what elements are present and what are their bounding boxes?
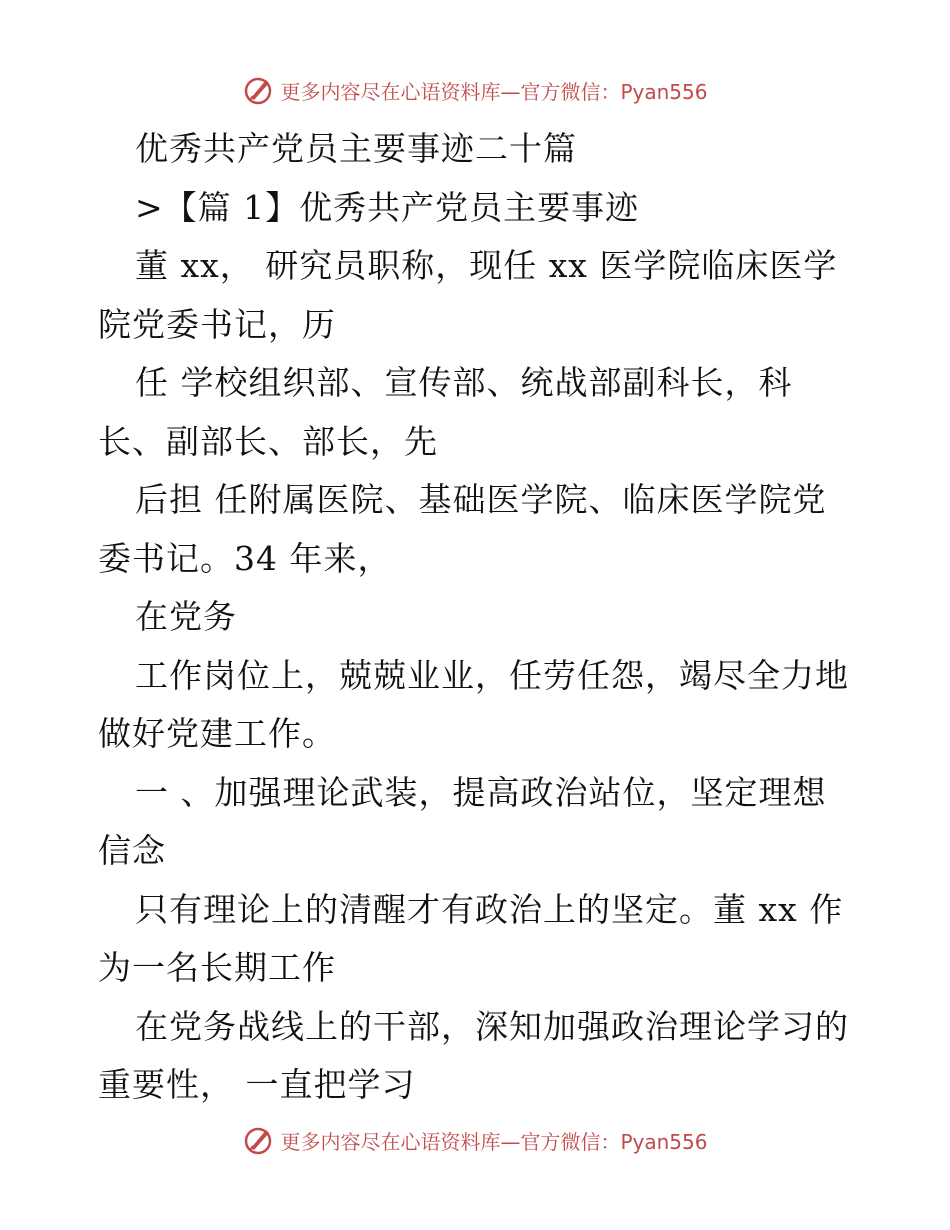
document-line: 只有理论上的清醒才有政治上的坚定。董 xx 作: [135, 889, 844, 929]
document-line: 一 、加强理论武装，提高政治站位，坚定理想: [135, 772, 827, 812]
document-line: 院党委书记，历: [98, 304, 336, 344]
footer-banner-inner: [242, 1124, 707, 1156]
document-line: >【篇 1】优秀共产党员主要事迹: [135, 187, 640, 227]
quill-logo-icon: [242, 1124, 274, 1156]
document-line: 在党务战线上的干部，深知加强政治理论学习的: [135, 1006, 849, 1046]
footer-banner: [0, 1120, 950, 1160]
document-line: 工作岗位上，兢兢业业，任劳任怨，竭尽全力地: [135, 655, 849, 695]
document-body: [98, 120, 858, 1115]
document-line: 在党务: [135, 597, 237, 636]
document-line: 后担 任附属医院、基础医学院、临床医学院党: [135, 480, 827, 519]
document-line: 长、副部长、部长，先: [98, 421, 438, 461]
document-line: 委书记。34 年来，: [98, 538, 392, 578]
header-banner: [0, 70, 950, 110]
document-line: 为一名长期工作: [98, 948, 336, 987]
document-line: 信念: [98, 831, 166, 870]
footer-banner-text: 更多内容尽在心语资料库—官方微信：Pyan556: [280, 1129, 708, 1154]
header-banner-inner: [242, 74, 707, 106]
quill-logo-icon: [242, 74, 274, 106]
header-banner-text: 更多内容尽在心语资料库—官方微信：Pyan556: [280, 79, 708, 104]
document-line: 任 学校组织部、宣传部、统战部副科长，科: [135, 363, 793, 402]
document-line: 做好党建工作。: [98, 714, 336, 753]
document-line: 重要性， 一直把学习: [98, 1065, 416, 1104]
document-line: 优秀共产党员主要事迹二十篇: [135, 129, 577, 168]
document-line: 董 xx， 研究员职称，现任 xx 医学院临床医学: [135, 246, 838, 285]
